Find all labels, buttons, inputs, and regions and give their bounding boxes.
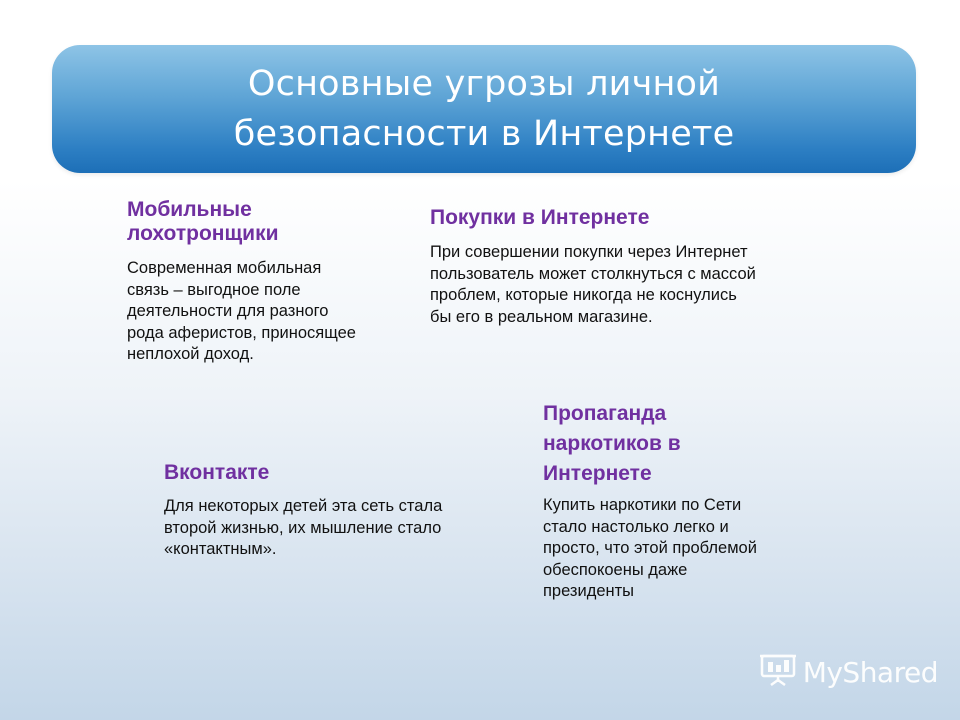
threat-description: Купить наркотики по Сети стало настолько легко и просто, что этой проблемой обеспокоены даже президенты <box>543 496 757 600</box>
threat-description: При совершении покупки через Интернет пользователь может столкнуться с массой проблем, которые никогда не коснулись бы его в реальном магазине. <box>430 243 756 326</box>
title-banner <box>52 45 916 173</box>
watermark <box>759 652 938 692</box>
threat-description: Для некоторых детей эта сеть стала второй жизнью, их мышление стало «контактным». <box>164 497 443 558</box>
threat-block-vkontakte <box>164 461 449 561</box>
threat-description: Современная мобильная связь – выгодное поле деятельности для разного рода аферистов, приносящее неплохой доход. <box>127 259 356 363</box>
threat-heading: Вконтакте <box>164 461 270 484</box>
threat-block-online-shopping <box>430 206 760 328</box>
threat-heading: Пропаганда наркотиков в Интернете <box>543 402 681 485</box>
slide-title: Основные угрозы личной безопасности в Интернете <box>233 64 735 154</box>
presentation-board-icon <box>759 652 797 692</box>
threat-block-mobile-scammers <box>127 198 367 366</box>
threat-heading: Мобильные лохотронщики <box>127 198 279 245</box>
watermark-text: MyShared <box>802 655 938 689</box>
threat-block-drug-propaganda <box>543 399 763 603</box>
threat-heading: Покупки в Интернете <box>430 206 650 229</box>
